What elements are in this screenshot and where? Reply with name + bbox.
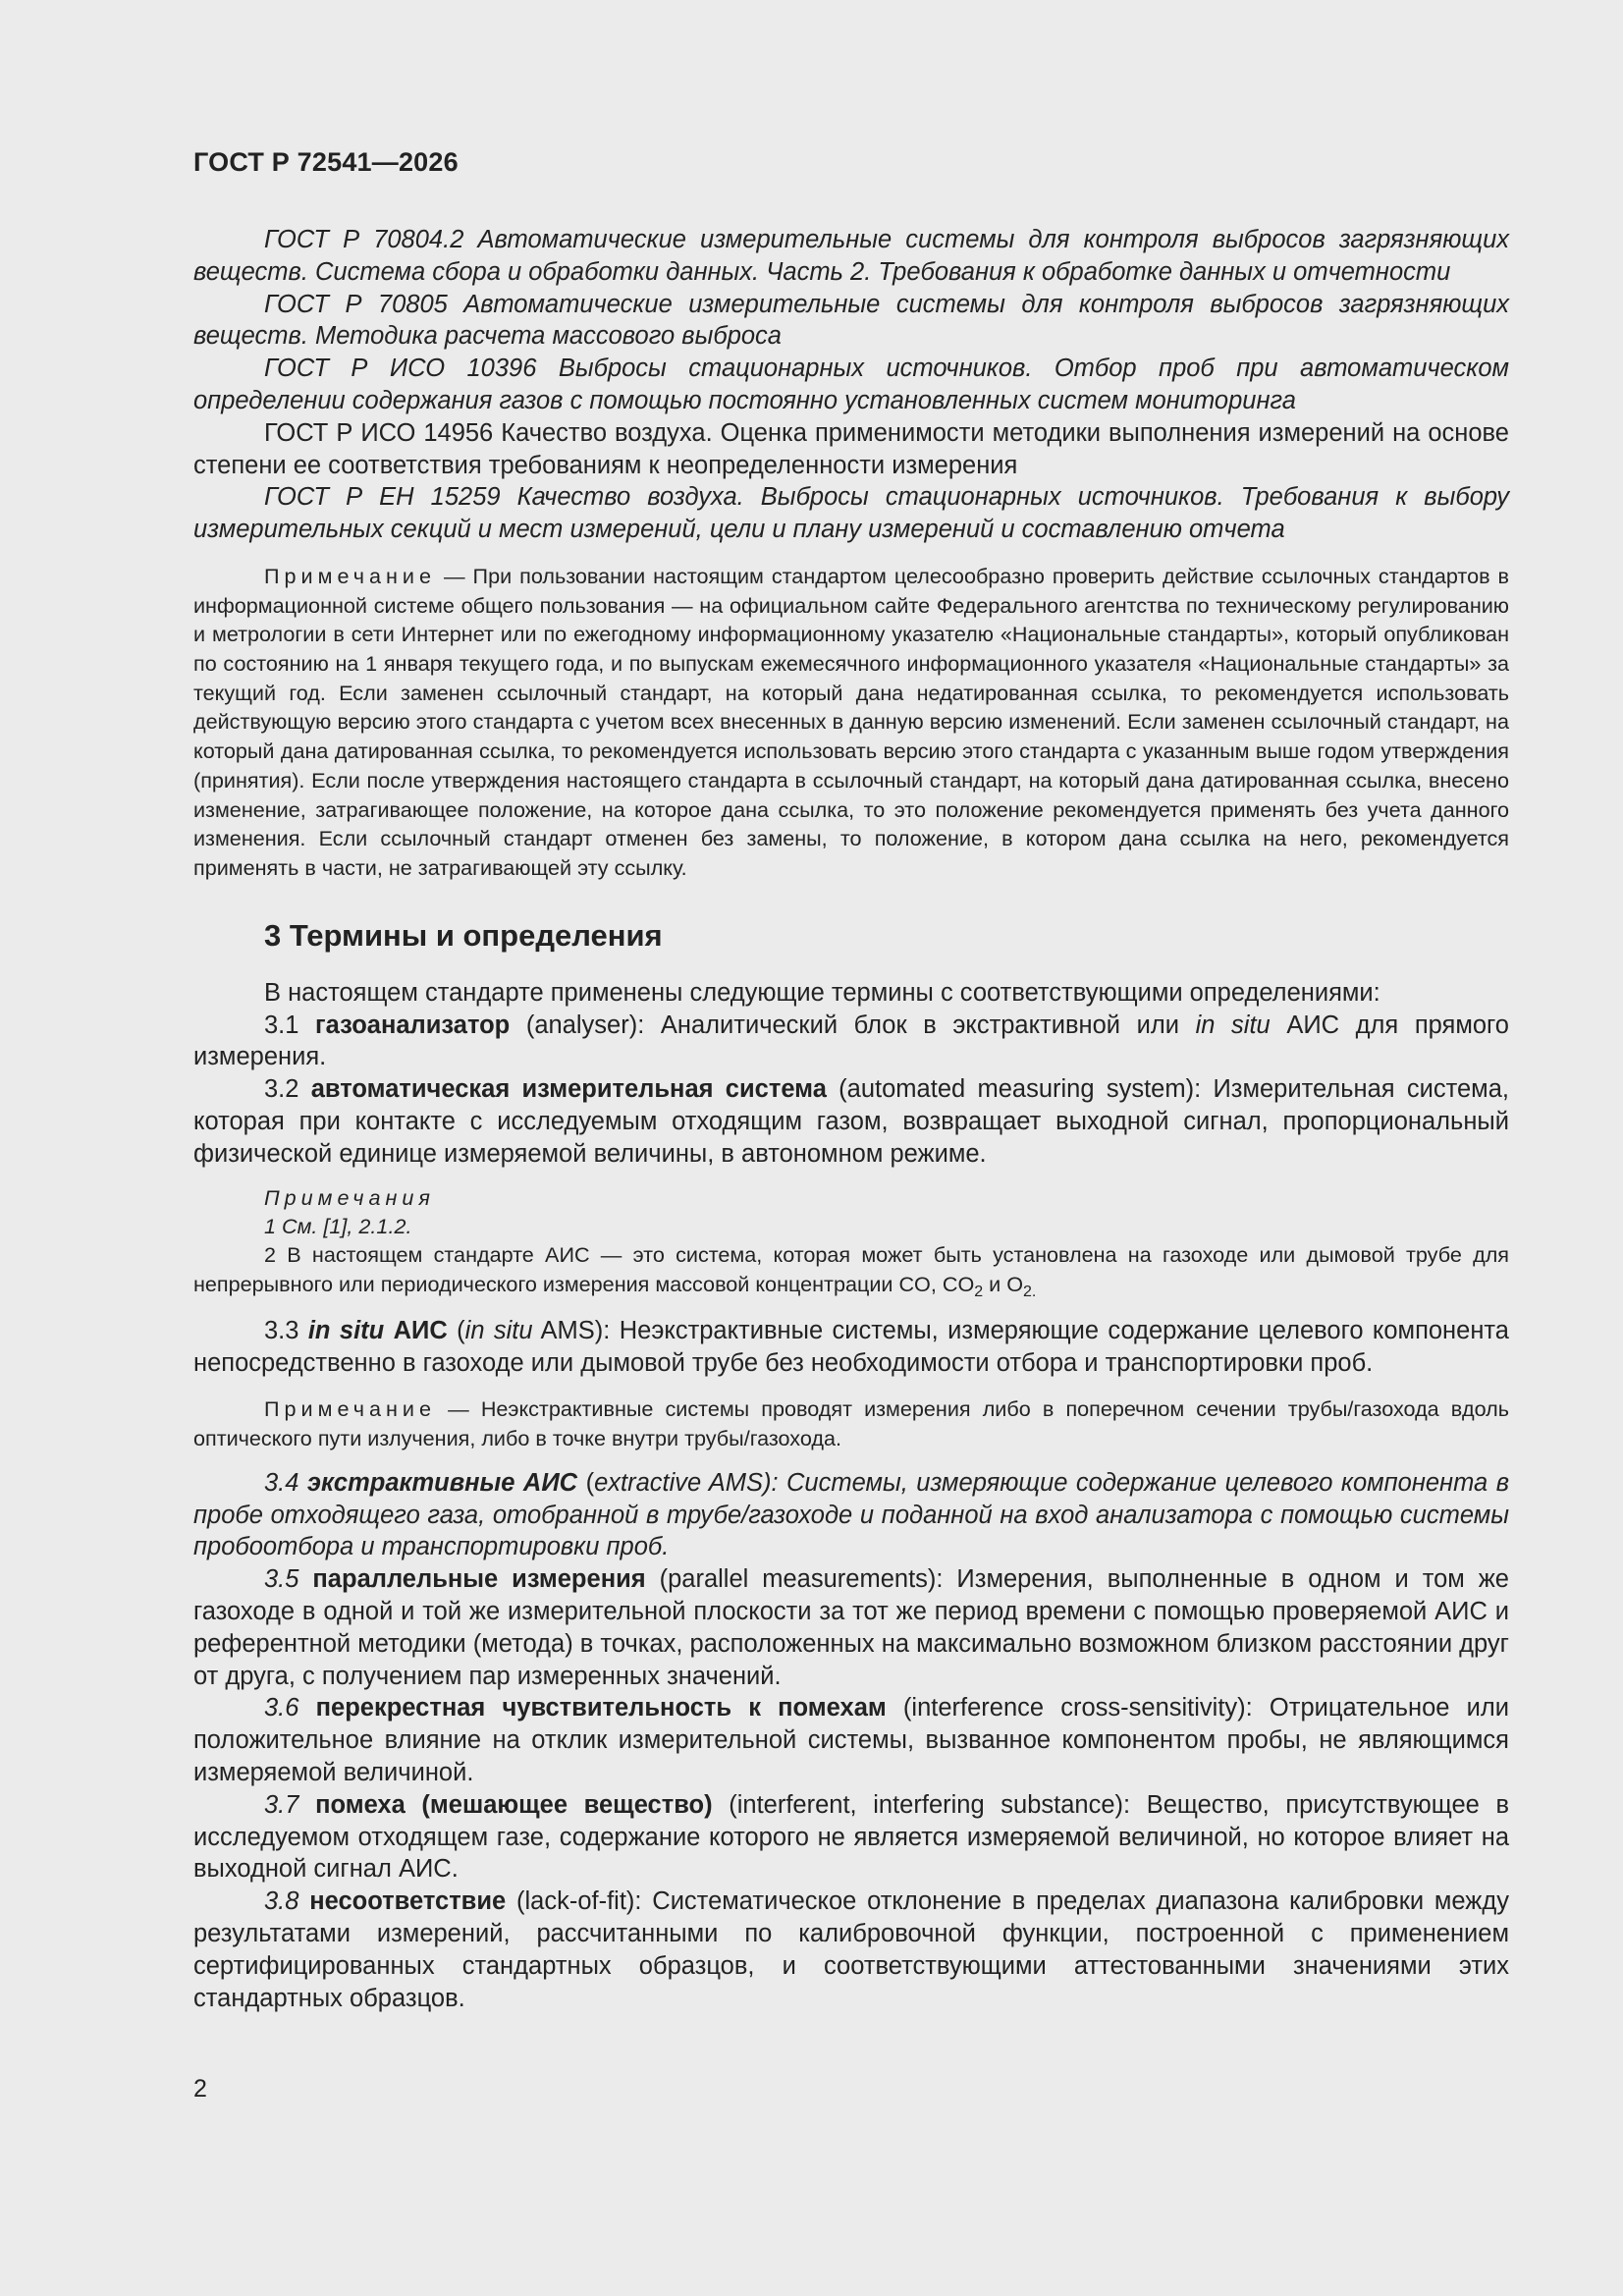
term-definition: (analyser): Аналитический блок в экстрактивной или: [510, 1011, 1196, 1039]
term-name: АИС: [384, 1316, 448, 1344]
reference-item: ГОСТ Р ИСО 14956 Качество воздуха. Оценка применимости методики выполнения измерений на основе степени ее соответствия требованиям к неопределенности измерения: [193, 418, 1509, 479]
term-3-7: [193, 1789, 1509, 1886]
term-number: 3.3: [264, 1316, 308, 1344]
note-references: [193, 562, 1509, 883]
document-code-header: ГОСТ Р 72541—2026: [193, 147, 459, 177]
term-definition: (interferent, interfering substance): Вещество, присутствующее в исследуемом отходящем газе, содержание которого не является измеряемой величиной, но которое влияет на выходной сигнал АИС.: [193, 1790, 1509, 1884]
term-definition: (automated measuring system): Измерительная система, которая при контакте с исследуемым отходящим газом, возвращает выходной сигнал, пропорциональный физической единице измеряемой величины, в автономном режиме.: [193, 1075, 1509, 1168]
term-3-5: [193, 1563, 1509, 1692]
reference-item: ГОСТ Р ИСО 10396 Выбросы стационарных источников. Отбор проб при автоматическом определении содержания газов с помощью постоянно установленных систем мониторинга: [193, 355, 1509, 414]
term-name: перекрестная чувствительность к помехам: [315, 1694, 887, 1722]
note-3-3: [193, 1394, 1509, 1452]
note-label: Примечание: [264, 1396, 436, 1422]
note-text: — При пользовании настоящим стандартом целесообразно проверить действие ссылочных стандартов в информационной системе общего пользования — на официальном сайте Федерального агентства по техническому регулированию и метрологии в сети Интернет или по ежегодному информационному указателю «Национальные стандарты», который опубликован по состоянию на 1 января текущего года, и по выпускам ежемесячного информационного указателя «Национальные стандарты» за текущий год. Если заменен ссылочный стандарт, на который дана недатированная ссылка, то рекомендуется использовать действующую версию этого стандарта с учетом всех внесенных в данную версию изменений. Если заменен ссылочный стандарт, на который дана датированная ссылка, то рекомендуется использовать версию этого стандарта с указанным выше годом утверждения (принятия). Если после утверждения настоящего стандарта в ссылочный стандарт, на который дана датированная ссылка, внесено изменение, затрагивающее положение, на которое дана ссылка, то это положение рекомендуется применять без учета данного изменения. Если ссылочный стандарт отменен без замены, то положение, в котором дана ссылка на него, рекомендуется применять в части, не затрагивающей эту ссылку.: [193, 563, 1509, 880]
term-definition-end: АИС для прямого измерения.: [193, 1011, 1509, 1071]
term-name: газоанализатор: [315, 1011, 511, 1039]
page-content: [193, 224, 1509, 2014]
term-name: автоматическая измерительная система: [310, 1075, 827, 1104]
term-definition: (interference cross-sensitivity): Отрицательное или положительное влияние на отклик измерительной системы, вызванное компонентом пробы, не являющимся измеряемой величиной.: [193, 1694, 1509, 1787]
term-number: 3.8: [264, 1887, 310, 1916]
term-definition: (parallel measurements): Измерения, выполненные в одном и том же газоходе в одной и той же измерительной плоскости за тот же период времени с помощью проверяемой АИС и референтной методики (метода) в точках, расположенных на максимально возможном близком расстоянии друг от друга, с получением пар измеренных значений.: [193, 1565, 1509, 1690]
section-intro: В настоящем стандарте применены следующие термины с соответствующими определениями:: [264, 978, 1380, 1007]
term-number: 3.4: [264, 1468, 307, 1497]
term-definition: ): Системы, измеряющие содержание целевого компонента в пробе отходящего газа, отобранной в трубе/газоходе и поданной на вход анализатора с помощью системы пробоотбора и транспортировки проб.: [193, 1468, 1509, 1561]
term-number: 3.2: [264, 1075, 311, 1104]
term-number: 3.7: [264, 1790, 316, 1819]
term-3-2: [193, 1073, 1509, 1170]
notes-heading: Примечания: [264, 1185, 435, 1211]
section-title: 3 Термины и определения: [264, 917, 663, 953]
term-3-1: [193, 1010, 1509, 1074]
term-3-3: 3.3 in situ АИС (in situ AMS): Неэкстрактивные системы, измеряющие содержание целевого компонента непосредственно в газоходе или дымовой трубе без необходимости отбора и транспортировки проб.: [193, 1316, 1509, 1377]
term-3-4: 3.4 экстрактивные АИС (extractive AMS): Системы, измеряющие содержание целевого компонента в пробе отходящего газа, отобранной в трубе/газоходе и поданной на вход анализатора с помощью системы пробоотбора и транспортировки проб.: [193, 1468, 1509, 1561]
term-number: 3.1: [264, 1011, 316, 1039]
note-item-2: 2 В настоящем стандарте АИС — это система, которая может быть установлена на газоходе или дымовой трубе для непрерывного или периодического измерения массовой концентрации CO, $CO_2$ и $O_{2.}$: [193, 1242, 1509, 1301]
note-text: — Неэкстрактивные системы проводят измерения либо в поперечном сечении трубы/газохода вдоль оптического пути излучения, либо в точке внутри трубы/газохода.: [193, 1396, 1509, 1451]
note-item-1: 1 См. [1], 2.1.2.: [264, 1214, 412, 1239]
term-definition: AMS): Неэкстрактивные системы, измеряющие содержание целевого компонента непосредственно в газоходе или дымовой трубе без необходимости отбора и транспортировки проб.: [193, 1316, 1509, 1377]
reference-item: ГОСТ Р 70804.2 Автоматические измерительные системы для контроля выбросов загрязняющих веществ. Система сбора и обработки данных. Часть 2. Требования к обработке данных и отчетности: [193, 226, 1509, 286]
term-3-6: [193, 1692, 1509, 1788]
note-label: Примечание: [264, 563, 436, 588]
term-insitu: in situ: [1195, 1011, 1271, 1039]
term-name: несоответствие: [309, 1887, 507, 1916]
term-name: параллельные измерения: [312, 1565, 646, 1594]
term-name: экстрактивные АИС: [306, 1468, 578, 1497]
term-number: 3.5: [264, 1565, 313, 1594]
reference-item: ГОСТ Р ЕН 15259 Качество воздуха. Выбросы стационарных источников. Требования к выбору измерительных секций и мест измерений, цели и плану измерений и составлению отчета: [193, 483, 1509, 544]
term-3-8: [193, 1886, 1509, 2014]
term-number: 3.6: [264, 1694, 316, 1722]
term-definition: (lack-of-fit): Систематическое отклонение в пределах диапазона калибровки между результатами измерений, рассчитанными по калибровочной функции, построенной с применением сертифицированных стандартных образцов, и соответствующими аттестованными значениями этих стандартных образцов.: [193, 1887, 1509, 2012]
term-name-italic: in situ: [307, 1316, 385, 1344]
term-name: помеха (мешающее вещество): [315, 1790, 713, 1819]
page-number: 2: [193, 2075, 207, 2103]
reference-item: ГОСТ Р 70805 Автоматические измерительные системы для контроля выбросов загрязняющих веществ. Методика расчета массового выброса: [193, 290, 1509, 351]
